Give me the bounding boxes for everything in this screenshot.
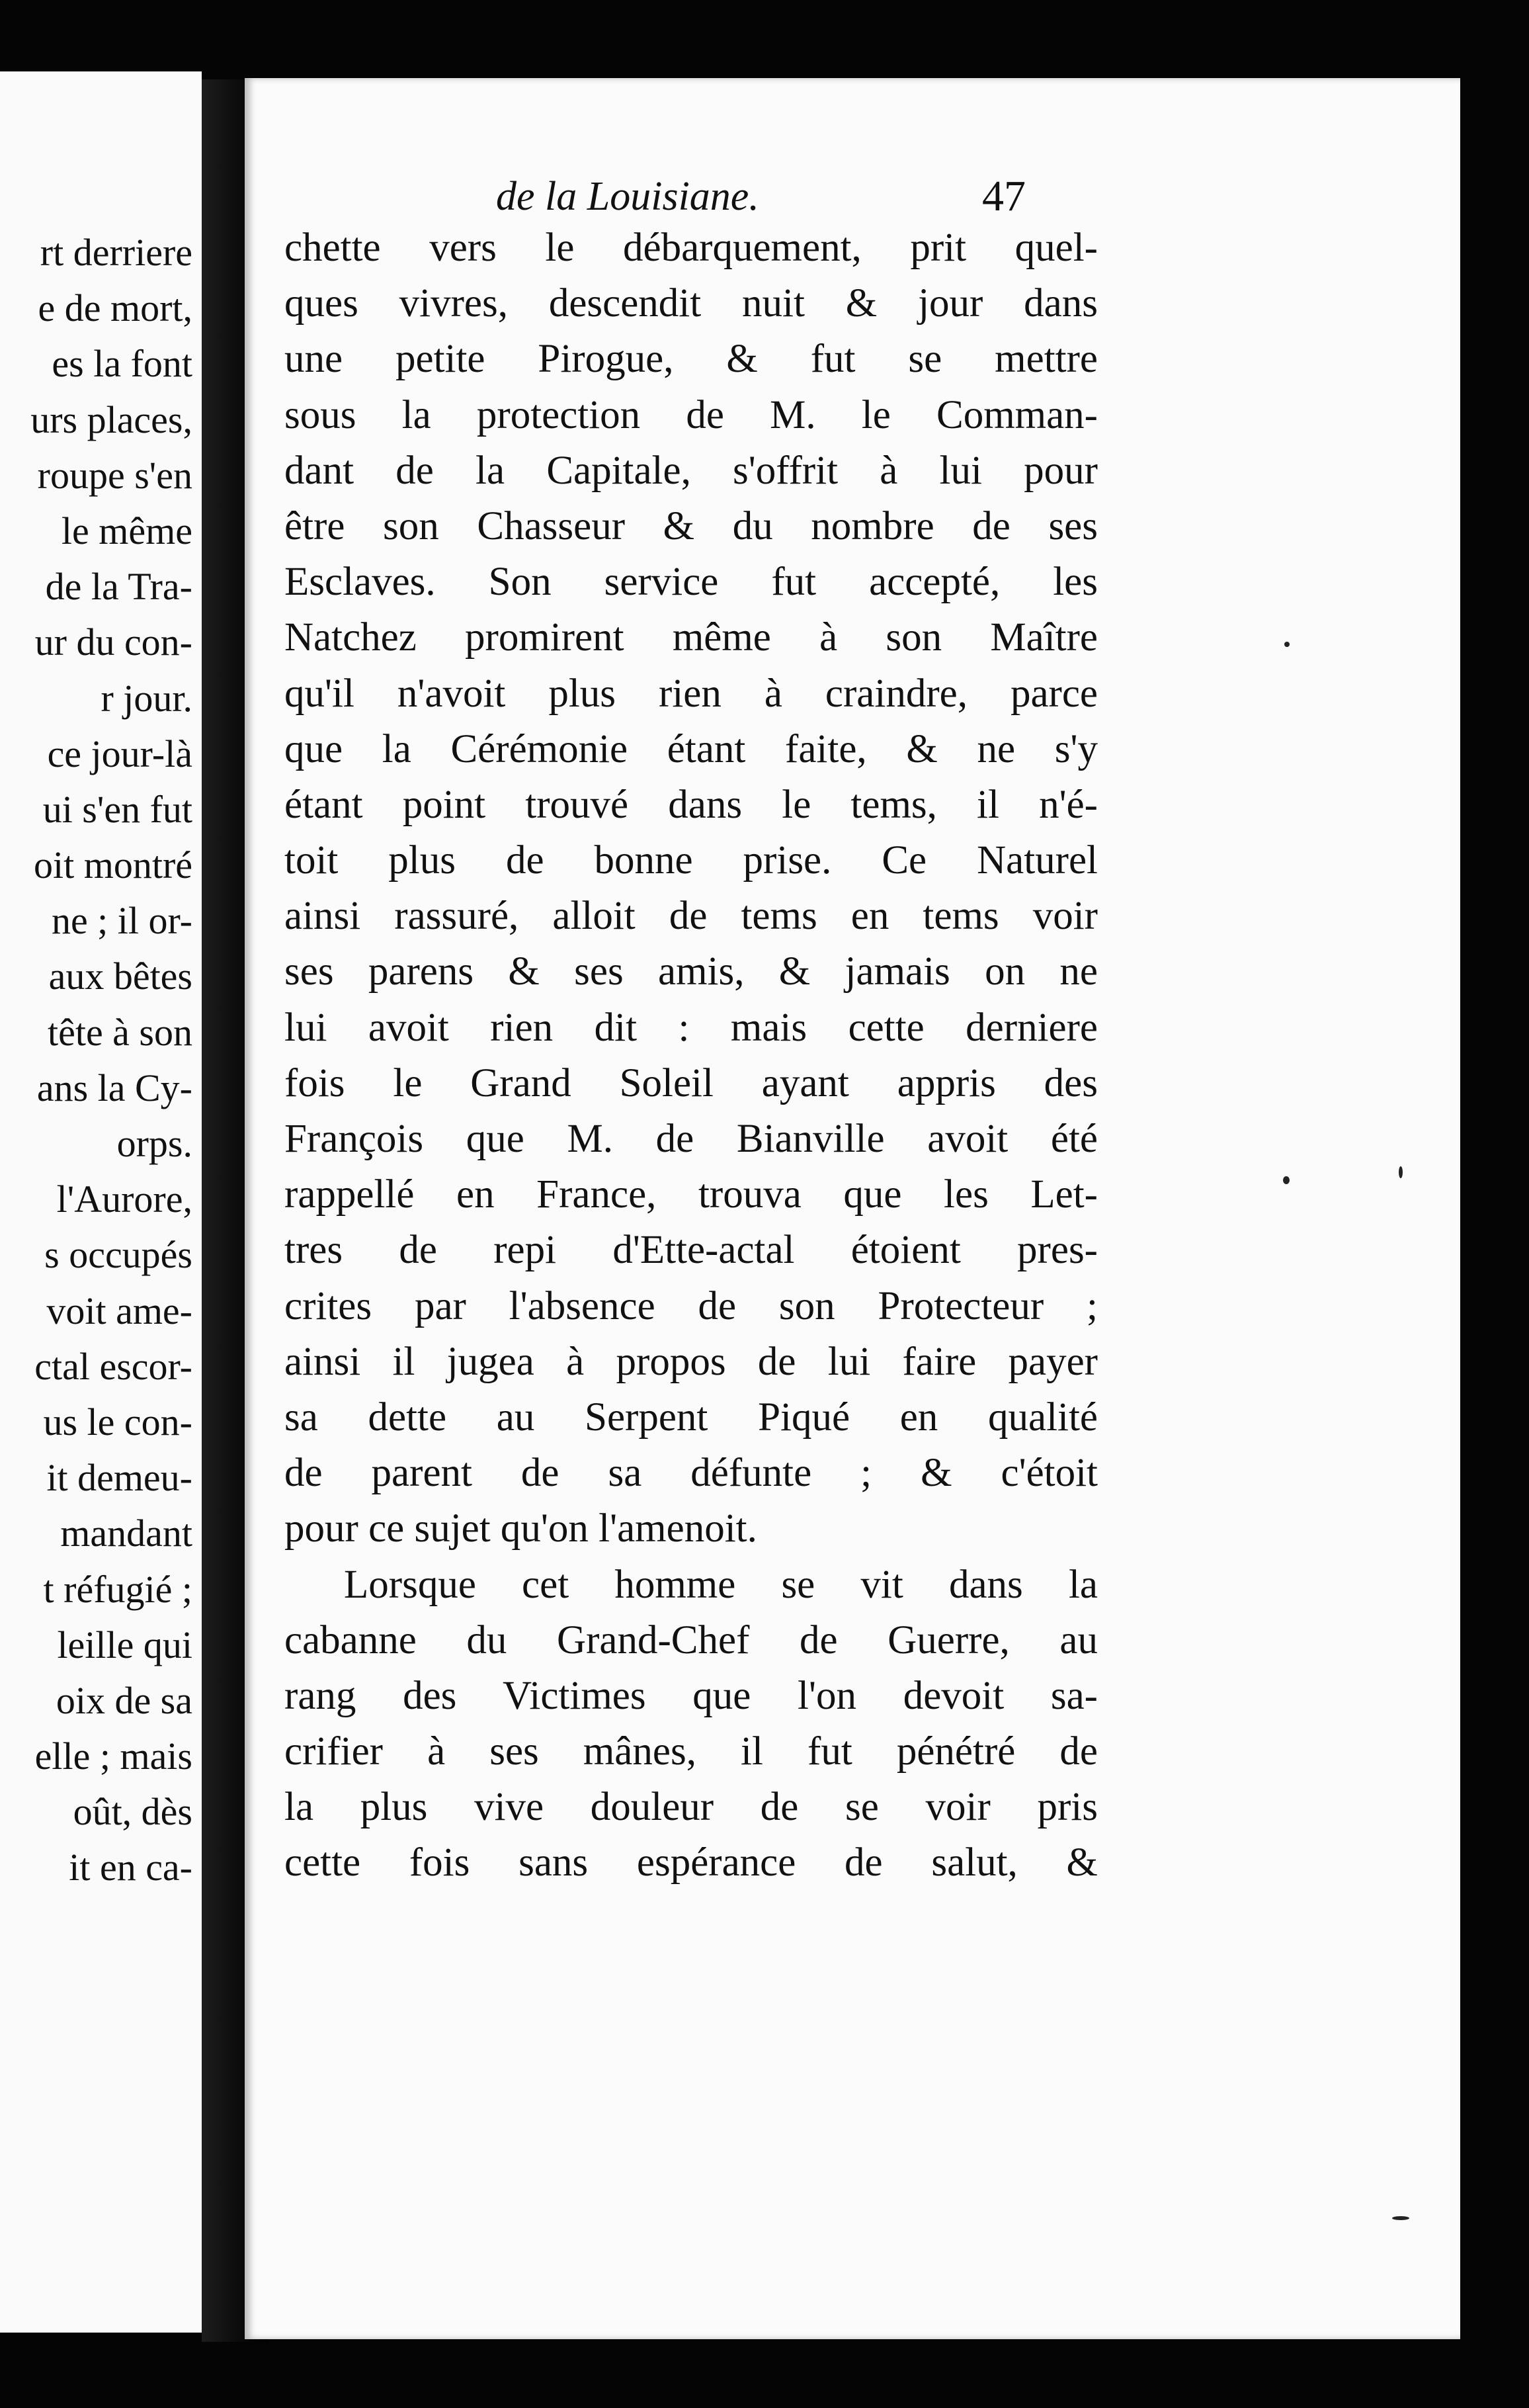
text-line: étant point trouvé dans le tems, il n'é-: [284, 782, 1098, 827]
text-line: lui avoit rien dit : mais cette derniere: [284, 1005, 1098, 1050]
text-line: ne ; il or-: [51, 899, 192, 943]
text-line: voit ame-: [46, 1289, 192, 1332]
text-line: chette vers le débarquement, prit quel-: [284, 226, 1098, 270]
text-line: mandant: [60, 1512, 192, 1555]
text-line: pour ce sujet qu'on l'amenoit.: [284, 1506, 757, 1551]
text-line: toit plus de bonne prise. Ce Naturel: [284, 838, 1098, 883]
text-line: r jour.: [101, 676, 192, 720]
current-page: [245, 78, 1460, 2339]
text-line: urs places,: [30, 398, 192, 441]
text-line: roupe s'en: [37, 453, 192, 497]
text-line: s occupés: [44, 1233, 192, 1277]
running-head: [245, 167, 1460, 226]
running-head-title: de la Louisiane.: [496, 174, 759, 219]
text-line: ques vivres, descendit nuit & jour dans: [284, 281, 1098, 326]
text-line: ctal escor-: [34, 1344, 192, 1388]
text-line: le même: [61, 509, 192, 552]
text-line: rt derriere: [40, 231, 192, 274]
text-line: sous la protection de M. le Comman-: [284, 392, 1098, 437]
text-line: fois le Grand Soleil ayant appris des: [284, 1060, 1098, 1105]
text-line: oix de sa: [56, 1678, 192, 1722]
text-line: tres de repi d'Ette-actal étoient pres-: [284, 1228, 1098, 1273]
text-line: Esclaves. Son service fut accepté, les: [284, 560, 1098, 605]
ink-speck: [1392, 2216, 1409, 2220]
text-line: ainsi rassuré, alloit de tems en tems voir: [284, 894, 1098, 939]
text-line: ses parens & ses amis, & jamais on ne: [284, 949, 1098, 994]
text-line: elle ; mais: [34, 1735, 192, 1778]
ink-speck: [1283, 1176, 1290, 1184]
text-line: Lorsque cet homme se vit dans la: [344, 1562, 1098, 1607]
text-line: us le con-: [43, 1400, 192, 1443]
text-line: être son Chasseur & du nombre de ses: [284, 503, 1098, 548]
text-line: crifier à ses mânes, il fut pénétré de: [284, 1729, 1098, 1774]
text-line: aux bêtes: [48, 955, 192, 998]
text-line: une petite Pirogue, & fut se mettre: [284, 337, 1098, 382]
ink-speck: [1284, 642, 1290, 647]
text-line: cette fois sans espérance de salut, &: [284, 1840, 1098, 1885]
text-line: orps.: [116, 1122, 192, 1165]
text-line: qu'il n'avoit plus rien à craindre, parce: [284, 671, 1098, 716]
text-line: it en ca-: [69, 1846, 192, 1889]
text-line: leille qui: [57, 1623, 192, 1666]
page-body: [284, 220, 1098, 1891]
text-line: rappellé en France, trouva que les Let-: [284, 1172, 1098, 1217]
text-line: de la Tra-: [45, 565, 192, 609]
text-line: e de mort,: [38, 286, 192, 330]
text-line: la plus vive douleur de se voir pris: [284, 1785, 1098, 1830]
text-line: François que M. de Bianville avoit été: [284, 1117, 1098, 1161]
previous-page: [0, 71, 202, 2333]
text-line: oût, dès: [73, 1790, 192, 1834]
text-line: l'Aurore,: [56, 1178, 192, 1221]
text-line: Natchez promirent même à son Maître: [284, 615, 1098, 660]
text-line: rang des Victimes que l'on devoit sa-: [284, 1673, 1098, 1718]
text-line: ans la Cy-: [36, 1066, 192, 1109]
ink-speck: [1399, 1166, 1403, 1178]
text-line: tête à son: [47, 1010, 192, 1054]
text-line: de parent de sa défunte ; & c'étoit: [284, 1451, 1098, 1496]
text-line: cabanne du Grand-Chef de Guerre, au: [284, 1617, 1098, 1662]
text-line: sa dette au Serpent Piqué en qualité: [284, 1395, 1098, 1440]
text-line: ce jour-là: [47, 732, 192, 775]
text-line: t réfugié ;: [43, 1567, 192, 1611]
page-number: 47: [982, 172, 1026, 220]
text-line: que la Cérémonie étant faite, & ne s'y: [284, 726, 1098, 771]
text-line: oit montré: [33, 843, 192, 887]
text-line: crites par l'absence de son Protecteur ;: [284, 1283, 1098, 1328]
previous-page-text: [30, 225, 192, 1896]
text-line: it demeu-: [46, 1456, 192, 1500]
text-line: es la font: [52, 342, 192, 386]
text-line: ur du con-: [34, 621, 192, 664]
text-line: dant de la Capitale, s'offrit à lui pour: [284, 448, 1098, 493]
text-line: ainsi il jugea à propos de lui faire payer: [284, 1339, 1098, 1384]
text-line: ui s'en fut: [42, 787, 192, 831]
